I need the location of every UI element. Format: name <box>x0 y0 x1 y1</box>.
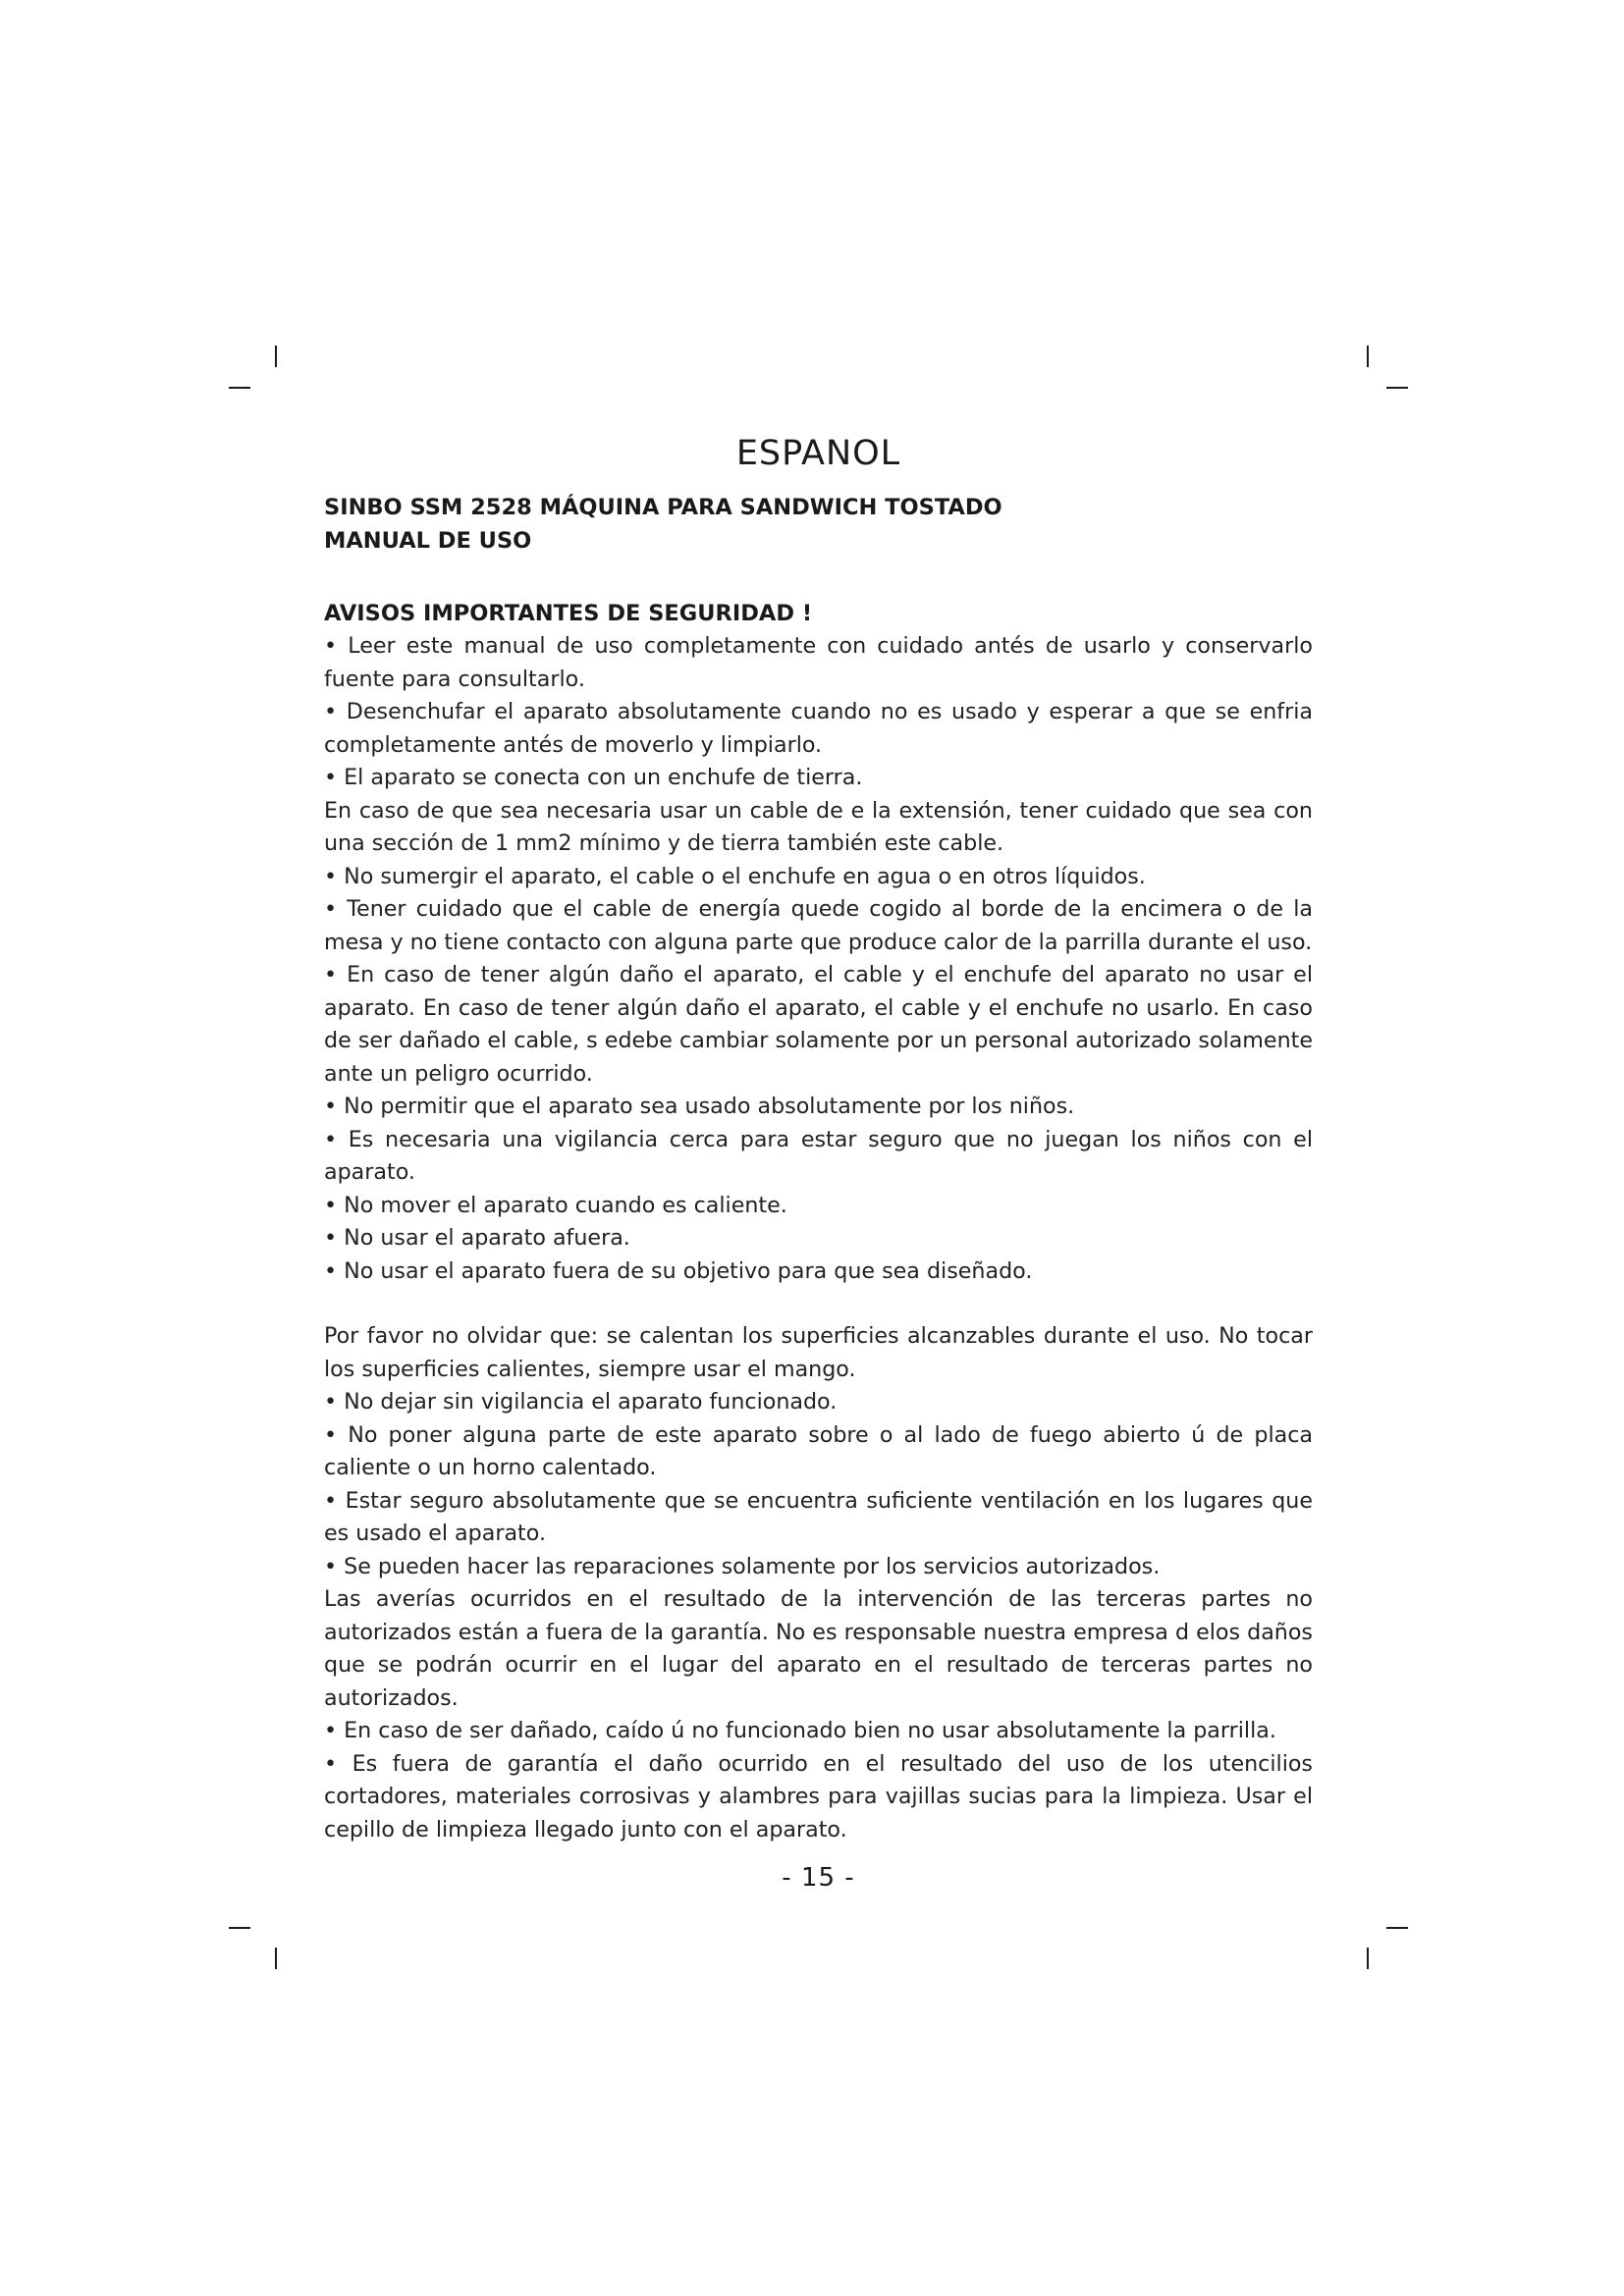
crop-mark-bottom-left-horizontal <box>229 1927 250 1929</box>
safety-paragraph: • Estar seguro absolutamente que se encuentra suficiente ventilación en los lugares que es usado el aparato. <box>324 1487 1313 1546</box>
crop-mark-top-left-horizontal <box>229 387 250 389</box>
crop-mark-top-right-horizontal <box>1386 387 1408 389</box>
safety-paragraph: • No dejar sin vigilancia el aparato funcionado. <box>324 1389 838 1415</box>
safety-paragraph: • No permitir que el aparato sea usado absolutamente por los niños. <box>324 1094 1075 1119</box>
safety-paragraph: • Tener cuidado que el cable de energía quede cogido al borde de la encimera o de la mesa y no tiene contacto con alguna parte que produce calor de la parrilla durante el uso. <box>324 896 1313 955</box>
page-number: - 15 - <box>782 1863 855 1893</box>
safety-block-1 <box>324 630 1313 1288</box>
paragraph-gap <box>324 1288 1313 1320</box>
safety-paragraph: • El aparato se conecta con un enchufe de tierra. <box>324 765 863 790</box>
safety-paragraph: • Leer este manual de uso completamente con cuidado antés de usarlo y conservarlo fuente para consultarlo. <box>324 633 1313 692</box>
page-content <box>324 430 1313 1897</box>
safety-paragraph: En caso de que sea necesaria usar un cable de e la extensión, tener cuidado que sea con una sección de 1 mm2 mínimo y de tierra también este cable. <box>324 797 1313 856</box>
safety-paragraph: • No usar el aparato afuera. <box>324 1225 630 1251</box>
safety-paragraph: • No sumergir el aparato, el cable o el enchufe en agua o en otros líquidos. <box>324 863 1146 889</box>
product-title: SINBO SSM 2528 MÁQUINA PARA SANDWICH TOSTADO <box>324 495 1002 520</box>
crop-mark-top-left-vertical <box>275 346 277 367</box>
safety-paragraph: • Se pueden hacer las reparaciones solamente por los servicios autorizados. <box>324 1553 1161 1579</box>
safety-block-2 <box>324 1320 1313 1846</box>
safety-section-title: AVISOS IMPORTANTES DE SEGURIDAD ! <box>324 601 813 626</box>
safety-paragraph: • Desenchufar el aparato absolutamente cuando no es usado y esperar a que se enfria completamente antés de moverlo y limpiarlo. <box>324 699 1313 758</box>
safety-paragraph: • En caso de tener algún daño el aparato, el cable y el enchufe del aparato no usar el aparato. En caso de tener algún daño el aparato, el cable y el enchufe no usarlo. En caso de ser dañado el cable, s edebe cambiar solamente por un personal autorizado solamente ante un peligro ocurrido. <box>324 962 1313 1087</box>
crop-mark-bottom-right-vertical <box>1367 1948 1369 1969</box>
crop-mark-bottom-right-horizontal <box>1386 1927 1408 1929</box>
safety-paragraph: • Es necesaria una vigilancia cerca para estar seguro que no juegan los niños con el aparato. <box>324 1126 1313 1185</box>
crop-mark-bottom-left-vertical <box>275 1948 277 1969</box>
safety-paragraph: • No mover el aparato cuando es caliente. <box>324 1192 787 1218</box>
crop-mark-top-right-vertical <box>1367 346 1369 367</box>
safety-paragraph: Por favor no olvidar que: se calentan los superficies alcanzables durante el uso. No tocar los superficies calientes, siempre usar el mango. <box>324 1323 1313 1382</box>
safety-paragraph: Las averías ocurridos en el resultado de la intervención de las terceras partes no autorizados están a fuera de la garantía. No es responsable nuestra empresa d elos daños que se podrán ocurrir en el lugar del aparato en el resultado de terceras partes no autorizados. <box>324 1586 1313 1711</box>
safety-paragraph: • No poner alguna parte de este aparato sobre o al lado de fuego abierto ú de placa caliente o un horno calentado. <box>324 1421 1313 1480</box>
safety-paragraph: • Es fuera de garantía el daño ocurrido en el resultado del uso de los utencilios cortadores, materiales corrosivas y alambres para vajillas sucias para la limpieza. Usar el cepillo de limpieza llegado junto con el aparato. <box>324 1750 1313 1842</box>
language-heading: ESPANOL <box>735 434 901 473</box>
safety-paragraph: • No usar el aparato fuera de su objetivo para que sea diseñado. <box>324 1257 1033 1284</box>
safety-paragraph: • En caso de ser dañado, caído ú no funcionado bien no usar absolutamente la parrilla. <box>324 1718 1276 1743</box>
manual-title: MANUAL DE USO <box>324 528 532 554</box>
